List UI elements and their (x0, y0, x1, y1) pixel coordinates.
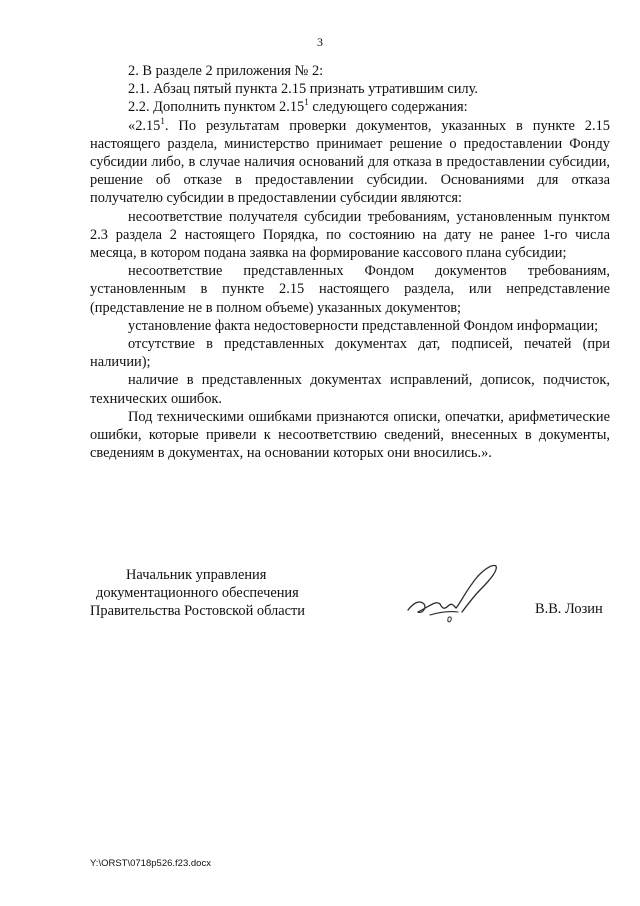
signature-title-block (90, 566, 305, 620)
paragraph-2-2: 2.2. Дополнить пунктом 2.15$^1$ следующего содержания: (128, 97, 468, 116)
signer-title-line-1: Начальник управления (126, 567, 267, 583)
paragraph-section-2: 2. В разделе 2 приложения № 2: (128, 63, 324, 79)
file-path-footer: Y:\ORST\0718p526.f23.docx (90, 858, 211, 869)
document-body (90, 62, 610, 462)
page-number: 3 (317, 35, 323, 49)
paragraph-2-1: 2.1. Абзац пятый пункта 2.15 признать утратившим силу. (128, 81, 478, 98)
signer-title-line-3: Правительства Ростовской области (90, 603, 305, 619)
paragraph-2-15-1: «2.15$^1$. По результатам проверки документов, указанных в пункте 2.15 настоящего раздела, министерство принимает решение о предоставлении Фонду субсидии либо, в случае наличия оснований для отказа в предоставлении субсидии, решение об отказе в предоставлении субсидии. Основаниями для отказа получателю субсидии в предоставлении субсидии являются: (90, 115, 610, 207)
paragraph-ground-4: отсутствие в представленных документах дат, подписей, печатей (при наличии); (90, 336, 610, 371)
paragraph-ground-2: несоответствие представленных Фондом документов требованиям, установленным в пункте 2.15 настоящего раздела, или непредставление (представление не в полном объеме) указанных документов; (90, 263, 610, 316)
signer-title-line-2: документационного обеспечения (96, 585, 299, 601)
handwritten-signature (400, 560, 510, 630)
paragraph-ground-3: установление факта недостоверности представленной Фондом информации; (128, 317, 599, 334)
paragraph-technical-errors: Под техническими ошибками признаются описки, опечатки, арифметические ошибки, которые привели к несоответствию сведений, внесенных в документы, сведениям в документах, на основании которых они вносились.». (90, 408, 610, 462)
paragraph-ground-5: наличие в представленных документах исправлений, дописок, подчисток, технических ошибок. (90, 372, 610, 407)
signer-name: В.В. Лозин (535, 601, 603, 617)
paragraph-ground-1: несоответствие получателя субсидии требованиям, установленным пунктом 2.3 раздела 2 настоящего Порядка, по состоянию на дату не ранее 1-го числа месяца, в котором подана заявка на формирование кассового плана субсидии; (90, 208, 610, 262)
